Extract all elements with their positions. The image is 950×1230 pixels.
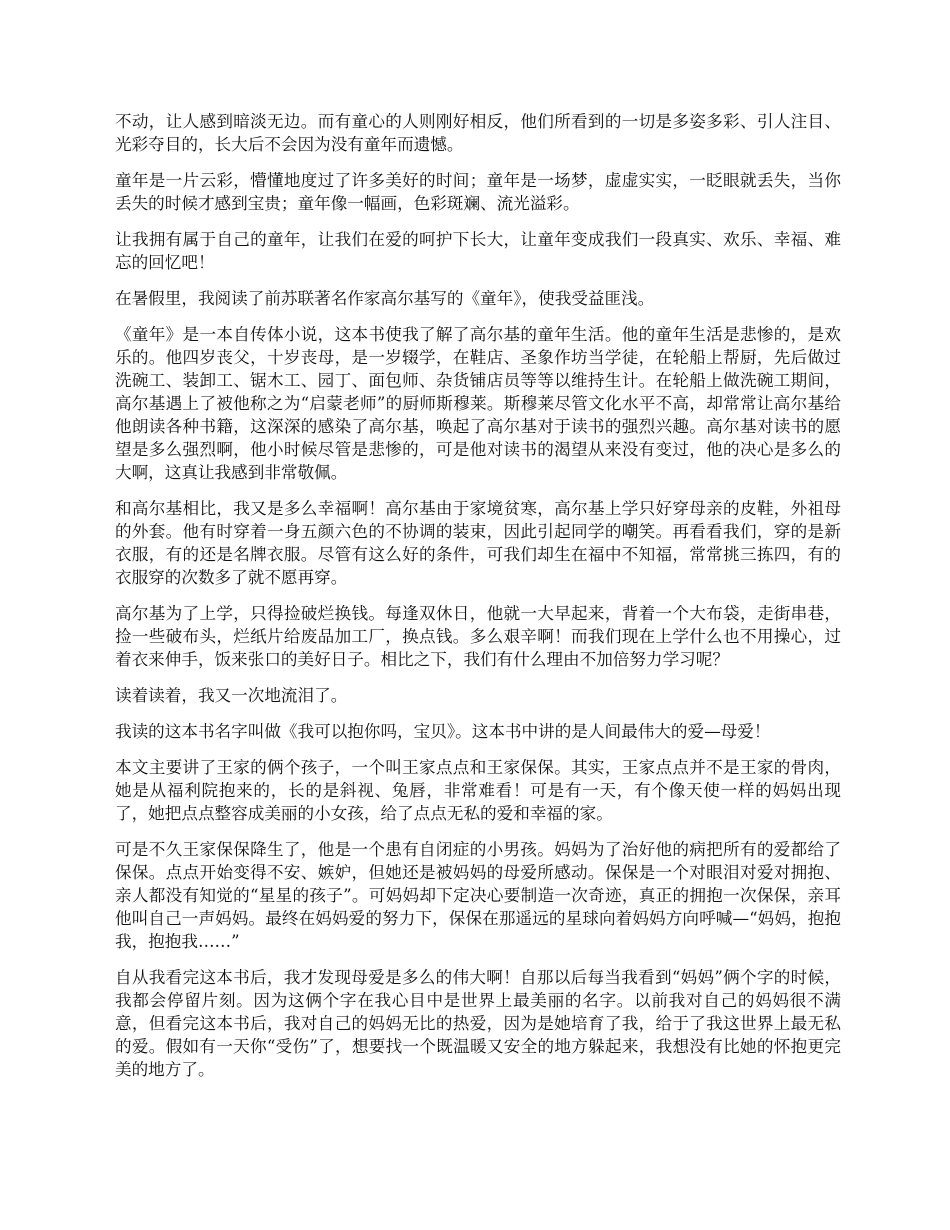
paragraph: 童年是一片云彩，懵懂地度过了许多美好的时间；童年是一场梦，虚虚实实，一眨眼就丢失，当你丢失的时候才感到宝贵；童年像一幅画，色彩斑斓、流光溢彩。 bbox=[115, 171, 841, 213]
paragraph: 高尔基为了上学，只得捡破烂换钱。每逢双休日，他就一大早起来，背着一个大布袋，走街串巷，捡一些破布头，烂纸片给废品加工厂，换点钱。多么艰辛啊！而我们现在上学什么也不用操心，过着衣来伸手，饭来张口的美好日子。相比之下，我们有什么理由不加倍努力学习呢？ bbox=[115, 604, 841, 669]
paragraph: 读着读着，我又一次地流泪了。 bbox=[115, 686, 348, 705]
paragraph: 我读的这本书名字叫做《我可以抱你吗，宝贝》。这本书中讲的是人间最伟大的爱—母爱！ bbox=[115, 722, 771, 741]
paragraph: 在暑假里，我阅读了前苏联著名作家高尔基写的《童年》，使我受益匪浅。 bbox=[115, 289, 655, 308]
paragraph: 和高尔基相比，我又是多么幸福啊！高尔基由于家境贫寒，高尔基上学只好穿母亲的皮鞋，外祖母的外套。他有时穿着一身五颜六色的不协调的装束，因此引起同学的嘲笑。再看看我们，穿的是新衣服，有的还是名牌衣服。尽管有这么好的条件，可我们却生在福中不知福，常常挑三拣四，有的衣服穿的次数多了就不愿再穿。 bbox=[115, 499, 841, 587]
document-body bbox=[115, 110, 841, 1094]
paragraph: 自从我看完这本书后，我才发现母爱是多么的伟大啊！自那以后每当我看到“妈妈”俩个字的时候，我都会停留片刻。因为这俩个字在我心目中是世界上最美丽的名字。以前我对自己的妈妈很不满意，但看完这本书后，我对自己的妈妈无比的热爱，因为是她培育了我，给于了我这世界上最无私的爱。假如有一天你“受伤”了，想要找一个既温暖又安全的地方躲起来，我想没有比她的怀抱更完美的地方了。 bbox=[115, 968, 841, 1079]
paragraph: 不动，让人感到暗淡无边。而有童心的人则刚好相反，他们所看到的一切是多姿多彩、引人注目、光彩夺目的，长大后不会因为没有童年而遗憾。 bbox=[115, 112, 841, 154]
paragraph: 可是不久王家保保降生了，他是一个患有自闭症的小男孩。妈妈为了治好他的病把所有的爱都给了保保。点点开始变得不安、嫉妒，但她还是被妈妈的母爱所感动。保保是一个对眼泪对爱对拥抱、亲人都没有知觉的“星星的孩子”。可妈妈却下定决心要制造一次奇迹，真正的拥抱一次保保，亲耳他叫自己一声妈妈。最终在妈妈爱的努力下，保保在那遥远的星球向着妈妈方向呼喊—“妈妈，抱抱我，抱抱我……” bbox=[115, 840, 841, 951]
paragraph: 本文主要讲了王家的俩个孩子，一个叫王家点点和王家保保。其实，王家点点并不是王家的骨肉，她是从福利院抱来的，长的是斜视、兔唇，非常难看！可是有一天，有个像天使一样的妈妈出现了，她把点点整容成美丽的小女孩，给了点点无私的爱和幸福的家。 bbox=[115, 758, 841, 823]
paragraph: 让我拥有属于自己的童年，让我们在爱的呵护下长大，让童年变成我们一段真实、欢乐、幸福、难忘的回忆吧！ bbox=[115, 230, 841, 272]
paragraph: 《童年》是一本自传体小说，这本书使我了解了高尔基的童年生活。他的童年生活是悲惨的，是欢乐的。他四岁丧父，十岁丧母，是一岁辍学，在鞋店、圣象作坊当学徒，在轮船上帮厨，先后做过洗碗工、装卸工、锯木工、园丁、面包师、杂货铺店员等等以维持生计。在轮船上做洗碗工期间，高尔基遇上了被他称之为“启蒙老师”的厨师斯穆莱。斯穆莱尽管文化水平不高，却常常让高尔基给他朗读各种书籍，这深深的感染了高尔基，唤起了高尔基对于读书的强烈兴趣。高尔基对读书的愿望是多么强烈啊，他小时候尽管是悲惨的，可是他对读书的渴望从来没有变过，他的决心是多么的大啊，这真让我感到非常敬佩。 bbox=[115, 325, 841, 482]
